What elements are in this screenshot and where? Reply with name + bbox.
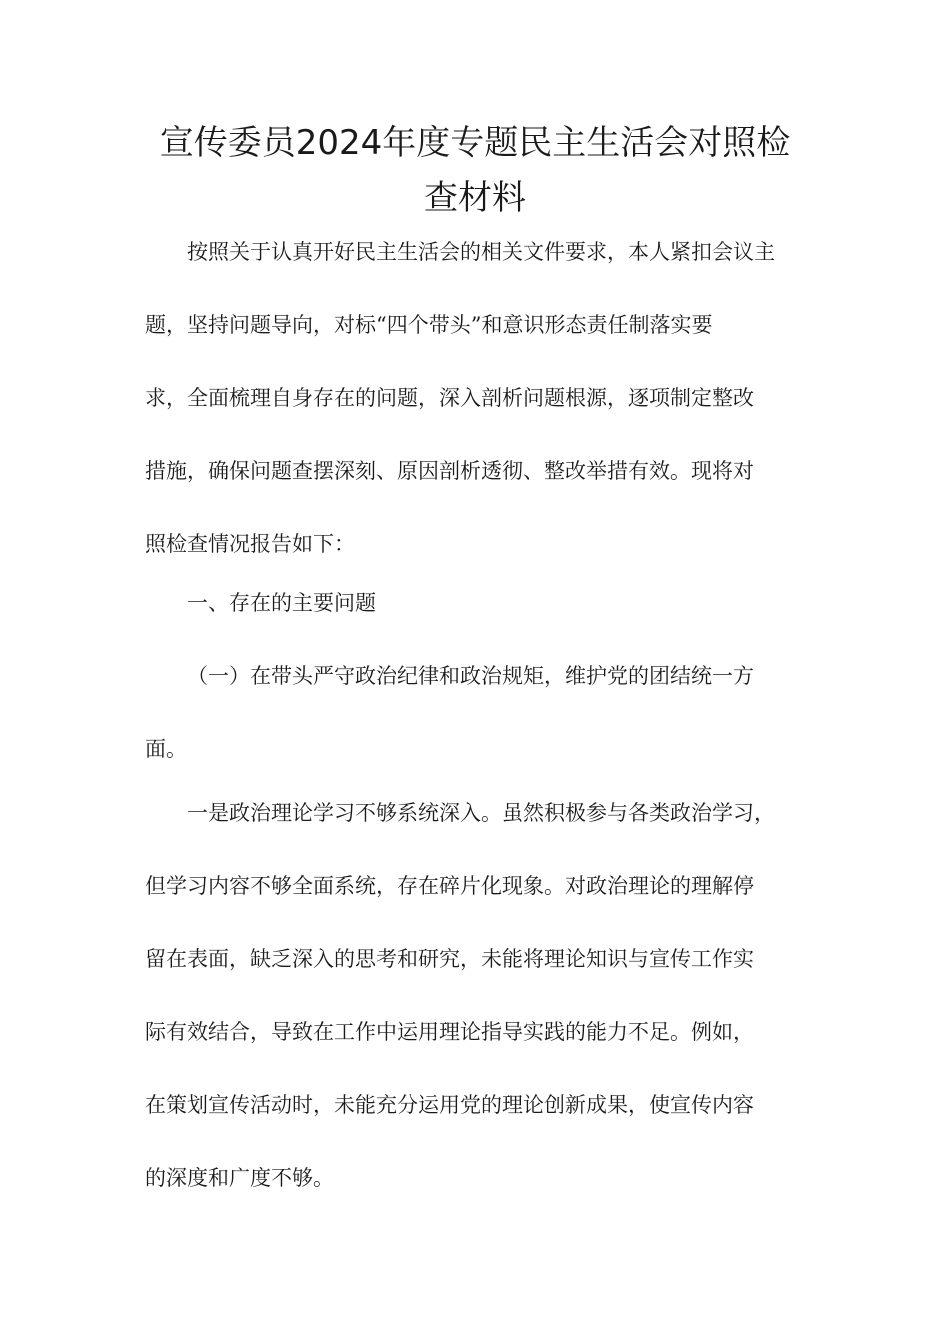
title-line: 宣传委员2024年度专题民主生活会对照检 xyxy=(159,123,791,163)
paragraph-line: 题，坚持问题导向，对标“四个带头”和意识形态责任制落实要 xyxy=(145,313,713,337)
point-one-paragraph xyxy=(145,777,810,1215)
paragraph-line: 照检查情况报告如下： xyxy=(145,532,355,556)
title-line: 查材料 xyxy=(424,178,526,218)
paragraph-line: 的深度和广度不够。 xyxy=(145,1166,334,1190)
paragraph-line: 面。 xyxy=(145,737,187,761)
intro-paragraph xyxy=(145,216,810,581)
heading-line: 一、存在的主要问题 xyxy=(187,591,376,615)
section-heading xyxy=(145,567,810,640)
document-title xyxy=(130,116,820,226)
paragraph-line: 际有效结合，导致在工作中运用理论指导实践的能力不足。例如， xyxy=(145,1020,754,1044)
paragraph-line: 求，全面梳理自身存在的问题，深入剖析问题根源，逐项制定整改 xyxy=(145,386,754,410)
paragraph-line: 留在表面，缺乏深入的思考和研究，未能将理论知识与宣传工作实 xyxy=(145,947,754,971)
paragraph-line: 一是政治理论学习不够系统深入。虽然积极参与各类政治学习， xyxy=(187,801,775,825)
paragraph-line: 但学习内容不够全面系统，存在碎片化现象。对政治理论的理解停 xyxy=(145,874,754,898)
paragraph-line: 措施，确保问题查摆深刻、原因剖析透彻、整改举措有效。现将对 xyxy=(145,459,754,483)
subsection-heading xyxy=(145,640,810,786)
paragraph-line: （一）在带头严守政治纪律和政治规矩，维护党的团结统一方 xyxy=(187,664,754,688)
paragraph-line: 按照关于认真开好民主生活会的相关文件要求，本人紧扣会议主 xyxy=(187,240,775,264)
paragraph-line: 在策划宣传活动时，未能充分运用党的理论创新成果，使宣传内容 xyxy=(145,1093,754,1117)
